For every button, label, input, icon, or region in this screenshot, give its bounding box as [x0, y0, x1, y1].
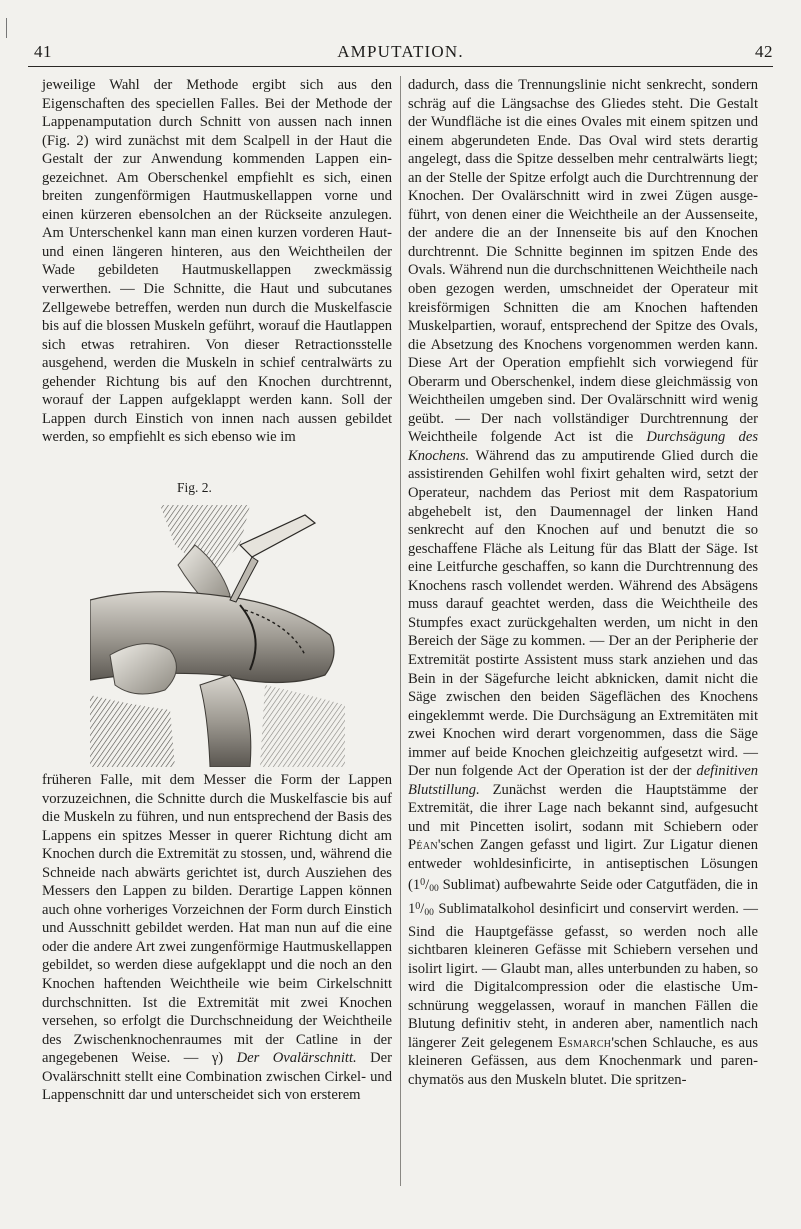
paragraph [42, 771, 392, 1105]
section-title: Durchsägung des Knochens. [408, 429, 758, 464]
text-run: Der Ovalärschnitt stellt eine Combination zwischen Cirkel- und Lappenschnitt dar und unterscheidet sich von ersterem [42, 1050, 392, 1104]
text-run: früheren Falle, mit dem Messer die Form der Lappen vorzuzeichnen, die Schnitte durch die Muskelfascie bis auf die Muskeln zu führen, und nun entsprechend der Basis des Lappens ein spitzes Messer in querer Richtung dicht am Knochen durch die Extremität zu stossen, und, während die Schneide nach abwärts gerichtet ist, durch Ausziehen des Messers den Lappen zu bilden. Derartige Lappen können auch ohne vorheriges Vorzeichnen der Form durch Einstich und Ausschnitt gebildet werden. Hat man nun auf die eine oder die andere Art zwei zungenförmige Hautmuskellappen gebildet, so werden diese aufgeklappt und die noch an den Knochen haftenden Weichtheile wie beim Cirkelschnitt durchschnitten. Ist die Extremität mit zwei Knochen versehen, so erfolgt die Durchschneidung der Weichtheile des Zwischenknochenraumes mit der Catline in der angegebenen Weise. — γ) [42, 772, 392, 1067]
header-rule [28, 66, 773, 67]
column-rule [400, 76, 401, 1186]
text-run: Sublimat) aufbewahrte Seide oder Catgutfäden, die in 1 [408, 876, 758, 918]
surname: Esmarch [558, 1034, 612, 1051]
left-column-top [42, 76, 392, 447]
figure-illustration [90, 505, 350, 767]
amputation-figure [90, 505, 350, 767]
page-number-left: 41 [34, 42, 52, 61]
section-title: Der Ovalärschnitt. [236, 1050, 357, 1067]
running-title: AMPUTATION. [337, 42, 464, 61]
text-run: Zunächst werden die Hauptstämme der Extremität, die ihrer Lage nach bekannt sind, aufgesucht und mit Pincetten isolirt, sodann mit Schiebern oder [408, 781, 758, 835]
section-title: definitiven Blutstillung. [408, 763, 758, 798]
subscript: 00 [429, 883, 439, 894]
superscript: 0 [420, 876, 426, 888]
superscript: 0 [415, 901, 421, 913]
right-column [408, 76, 758, 1090]
paragraph: dadurch, dass die Trennungslinie nicht senkrecht, sondern schräg auf die Längsachse des Gliedes steht. Die Gestalt der Wundfläche ist die eines Ovales mit einem spitzen und einem abgerundeten Ende. Das Oval wird stets derartig angelegt, dass die Spitze desselben mehr centralwärts liegt; an der Stelle der Spitze erfolgt auch die Durchtrennung der Knochen. Der Ovalärschnitt wird in zwei Zügen ausgeführt, von denen einer die Weichtheile an der Aussenseite, der andere die an der Innenseite bis auf den Knochen durchtrennt. Die Schnitte beginnen im spitzen Ende des Ovals. Während nun die durchschnittenen Weichtheile nach oben gezogen werden, umschneidet der Operateur mit kreisförmigen Schnitten die am Knochen haftenden Muskelpartien, worauf, entsprechend der Spitze des Ovals, die Absetzung des Knochens vorgenommen werden kann. Diese Art der Operation empfiehlt sich vorwiegend für Oberarm und Oberschenkel, indem diese gleichmässig von Weichtheilen umgeben sind. Der Ovalärschnitt wird wenig geübt. — Der nach vollständiger Durchtrennung der Weichtheile folgende Act ist die Durchsägung des Knochens. Während das zu amputirende Glied durch die assistirenden Gehilfen wohl fixirt gehalten wird, setzt der Operateur, nachdem das Periost mit dem Raspatorium abgehebelt ist, den Daumennagel der linken Hand senkrecht auf den Knochen auf und benutzt die so geschaffene Fläche als Leitung für das Blatt der Säge. Ist eine Leitfurche geschaffen, so kann die Durchtrennung des Knochens rasch vollendet werden. Während des Absägens muss darauf geachtet werden, dass die Weichtheile des Stumpfes exact zurückgehalten werden, um nicht in den Bereich der Säge zu kommen. — Der an der Peripherie der Extremität postirte Assistent muss stark anziehen und das Bein in der Sägefurche leicht abknicken, damit nicht die Säge zwischen den beiden Sägeflächen des Knochens eingeklemmt werde. Die Durchsägung an Extremitäten mit zwei Knochen wird derart vorgenommen, dass die Säge immer auf beide Knochen gleichzeitig aufgesetzt wird. — Der nun folgende Act der Operation ist der der definitiven Blutstillung. Zunächst werden die Hauptstämme der Extremität, die ihrer Lage nach bekannt sind, aufgesucht und mit Pincetten isolirt, sodann mit Schiebern oder Péan'schen Zangen gefasst und ligirt. Zur Ligatur dienen entweder wohldesinficirte, in antiseptischen Lösungen ($1^0/00$ Sublimat) aufbewahrte Seide oder Catgutfäden, die in $1^0/00$ Sublimatalkohol desinficirt und conservirt werden. — Sind die Hauptgefässe gefasst, so werden noch alle sichtbaren kleineren Gefässe mit Schiebern versehen und isolirt ligirt. — Glaubt man, alles unterbunden zu haben, so wird die Digitalcompression oder die elastische Umschnürung weggelassen, worauf in manchen Fällen die Blutung definitiv steht, in anderen aber, namentlich nach längerer Zeit gelegenem Esmarch'schen Schlauche, es aus kleineren Gefässen, aus dem Knochenmark und parenchymatös aus den Muskeln blutet. Die spritzen- [408, 77, 758, 1088]
text-run: dadurch, dass die Trennungslinie nicht senkrecht, sondern schräg auf die Längsachse des Gliedes steht. Die Gestalt der Wundfläche ist die eines Ovales mit einem spitzen und einem abgerundeten Ende. Das Oval wird stets derartig angelegt, dass die Spitze desselben mehr centralwärts liegt; an der Stelle der Spitze erfolgt auch die Durchtrennung der Knochen. Der Ovalärschnitt wird in zwei Zügen ausgeführt, von denen einer die Weichtheile an der Aussenseite, der andere die an der Innenseite bis auf den Knochen durchtrennt. Die Schnitte beginnen im spitzen Ende des Ovals. Während nun die durchschnittenen Weichtheile nach oben gezogen werden, umschneidet der Operateur mit kreisförmigen Schnitten die am Knochen haftenden Muskelpartien, worauf, entsprechend der Spitze des Ovals, die Absetzung des Knochens vorgenommen werden kann. Diese Art der Operation empfiehlt sich vorwiegend für Oberarm und Oberschenkel, indem diese gleichmässig von Weichtheilen umgeben sind. Der Ovalärschnitt wird wenig geübt. — Der nach vollständiger Durchtrennung der Weichtheile folgende Act ist die [408, 77, 758, 446]
figure-caption: Fig. 2. [177, 480, 212, 495]
surname: Péan [408, 837, 438, 854]
text-run: Während das zu amputirende Glied durch die assistirenden Gehilfen wohl fixirt gehalten wird, setzt der Operateur, nachdem das Periost mit dem Raspatorium abgehebelt ist, den Daumennagel der linken Hand senkrecht auf den Knochen auf und benutzt die so geschaffene Fläche als Leitung für das Blatt der Säge. Ist eine Leitfurche geschaffen, so kann die Durchtrennung des Knochens rasch vollendet werden. Während des Absägens muss darauf geachtet werden, dass die Weichtheile des Stumpfes exact zurückgehalten werden, um nicht in den Bereich der Säge zu kommen. — Der an der Peripherie der Extremität postirte Assistent muss stark anziehen und das Bein in der Sägefurche leicht abknicken, damit nicht die Säge zwischen den beiden Sägeflächen des Knochens eingeklemmt werde. Die Durchsägung an Extremitäten mit zwei Knochen wird derart vorgenommen, dass die Säge immer auf beide Knochen gleichzeitig aufgesetzt wird. — Der nun folgende Act der Operation ist der der [408, 447, 758, 780]
running-header [24, 38, 777, 64]
binding-edge [6, 18, 15, 38]
text-run: 'schen Zangen gefasst und ligirt. Zur Ligatur dienen entweder wohldesinficirte, in antiseptischen Lösungen (1 [408, 837, 758, 893]
left-column-bottom [42, 771, 392, 1105]
text-run: Sublimatalkohol desinficirt und conservirt werden. — Sind die Hauptgefässe gefasst, so werden noch alle sichtbaren kleineren Gefässe mit Schiebern versehen und isolirt ligirt. — Glaubt man, alles unterbunden zu haben, so wird die Digitalcompression oder die elastische Umschnürung weggelassen, worauf in manchen Fällen die Blutung definitiv steht, in anderen aber, namentlich nach längerer Zeit gelegenem [408, 901, 758, 1051]
subscript: 00 [424, 908, 434, 919]
page-number-right: 42 [755, 42, 773, 61]
paragraph: jeweilige Wahl der Methode ergibt sich aus den Eigenschaften des speciellen Falles. Bei der Methode der Lappenamputation durch Schnitt von aussen nach innen (Fig. 2) wird zunächst mit dem Scalpell in der Haut die Gestalt der zur Anwendung kommenden Lappen eingezeichnet. Am Oberschenkel empfiehlt es sich, einen breiten zungenförmigen Hautmuskellappen vorne und einen kürzeren ebensolchen an der Rückseite anzulegen. Am Unterschenkel kann man einen kurzen vorderen Haut- und einen längeren hinteren, aus den Weichtheilen der Wade gebildeten Hautmuskellappen zweckmässig verwerthen. — Die Schnitte, die Haut und subcutanes Zellgewebe betreffen, werden nun durch die Muskelfascie bis auf die blossen Muskeln geführt, worauf die Hautlappen sich etwas retrahiren. Von dieser Retractionsstelle ausgehend, werden die Muskeln in schief centralwärts zu gehender Richtung bis auf den Knochen durchtrennt, worauf der Lappen aufgeklappt werden kann. Soll der Lappen durch Einstich von innen nach aussen gebildet werden, so empfiehlt es sich ebenso wie im [42, 77, 392, 446]
text-run: 'schen Schlauche, es aus kleineren Gefässen, aus dem Knochenmark und parenchymatös aus den Muskeln blutet. Die spritzen- [408, 1034, 758, 1088]
